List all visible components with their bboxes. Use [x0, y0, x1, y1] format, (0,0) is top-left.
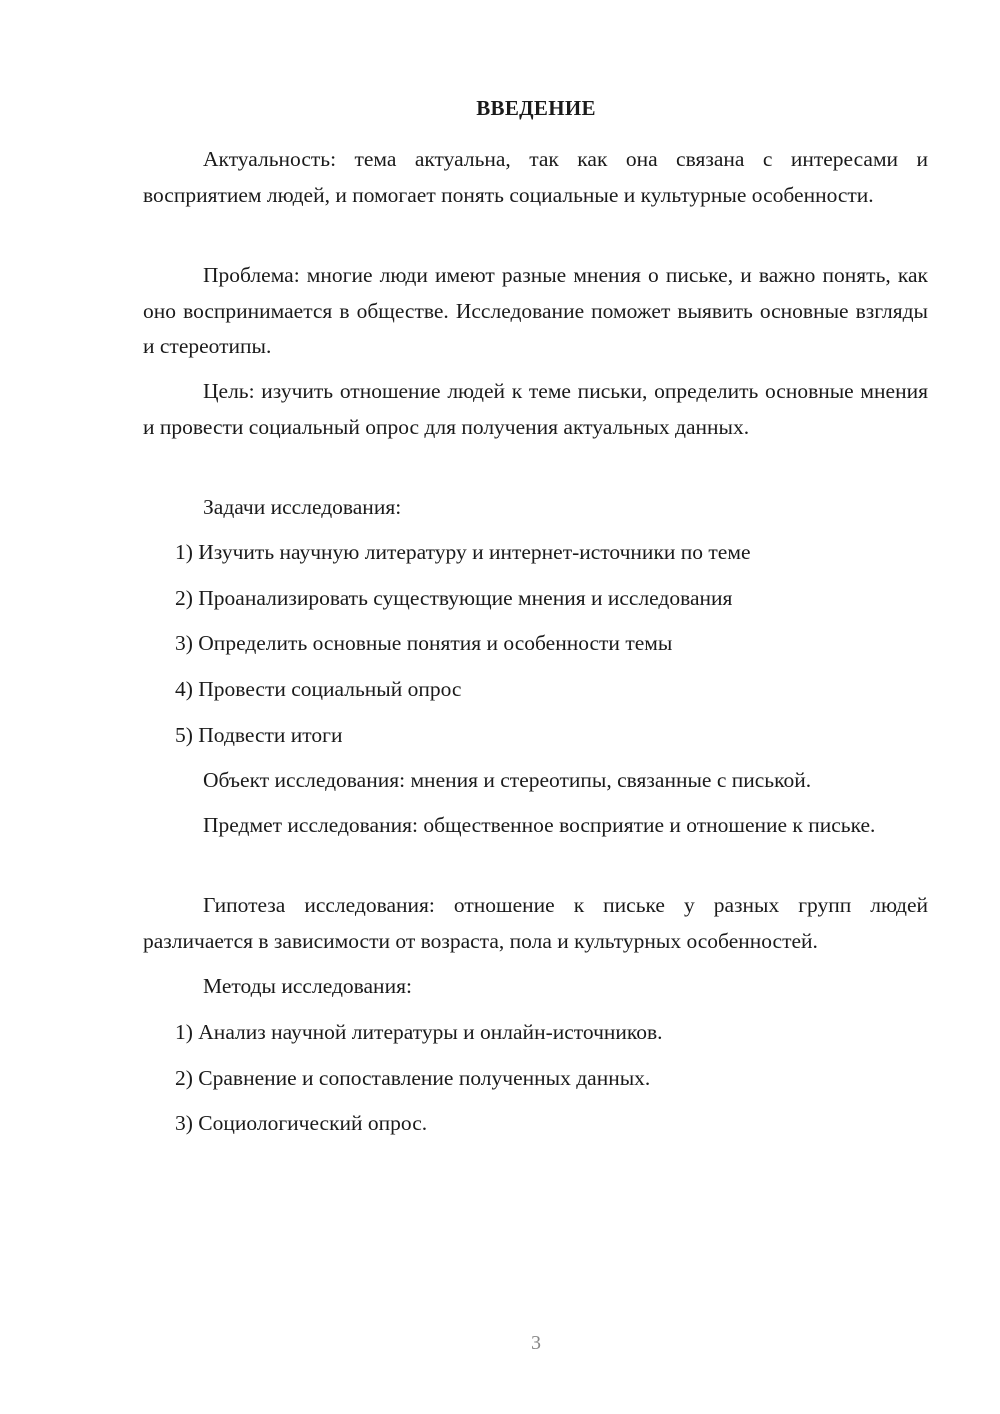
goal-paragraph: Цель: изучить отношение людей к теме письки, определить основные мнения и провести социальный опрос для получения актуальных данных.: [143, 379, 928, 439]
method-item: 1) Анализ научной литературы и онлайн-источников.: [175, 1020, 663, 1044]
task-item: 4) Провести социальный опрос: [175, 677, 462, 701]
task-item: 5) Подвести итоги: [175, 723, 343, 747]
method-item: 3) Социологический опрос.: [175, 1111, 428, 1135]
object-paragraph: Объект исследования: мнения и стереотипы, связанные с писькой.: [203, 768, 812, 792]
task-item: 2) Проанализировать существующие мнения и исследования: [175, 586, 733, 610]
relevance-paragraph: Актуальность: тема актуальна, так как она связана с интересами и восприятием людей, и помогает понять социальные и культурные особенности.: [143, 147, 928, 207]
methods-label: Методы исследования:: [203, 974, 412, 998]
page-number: 3: [531, 1332, 541, 1354]
method-item: 2) Сравнение и сопоставление полученных данных.: [175, 1066, 651, 1090]
hypothesis-paragraph: Гипотеза исследования: отношение к письке у разных групп людей различается в зависимости от возраста, пола и культурных особенностей.: [143, 893, 928, 953]
task-item: 3) Определить основные понятия и особенности темы: [175, 631, 673, 655]
tasks-label: Задачи исследования:: [203, 495, 402, 519]
section-heading: ВВЕДЕНИЕ: [476, 96, 596, 120]
problem-paragraph: Проблема: многие люди имеют разные мнения о письке, и важно понять, как оно воспринимается в обществе. Исследование поможет выявить основные взгляды и стереотипы.: [143, 263, 928, 358]
subject-paragraph: Предмет исследования: общественное восприятие и отношение к письке.: [203, 813, 876, 837]
task-item: 1) Изучить научную литературу и интернет-источники по теме: [175, 540, 751, 564]
